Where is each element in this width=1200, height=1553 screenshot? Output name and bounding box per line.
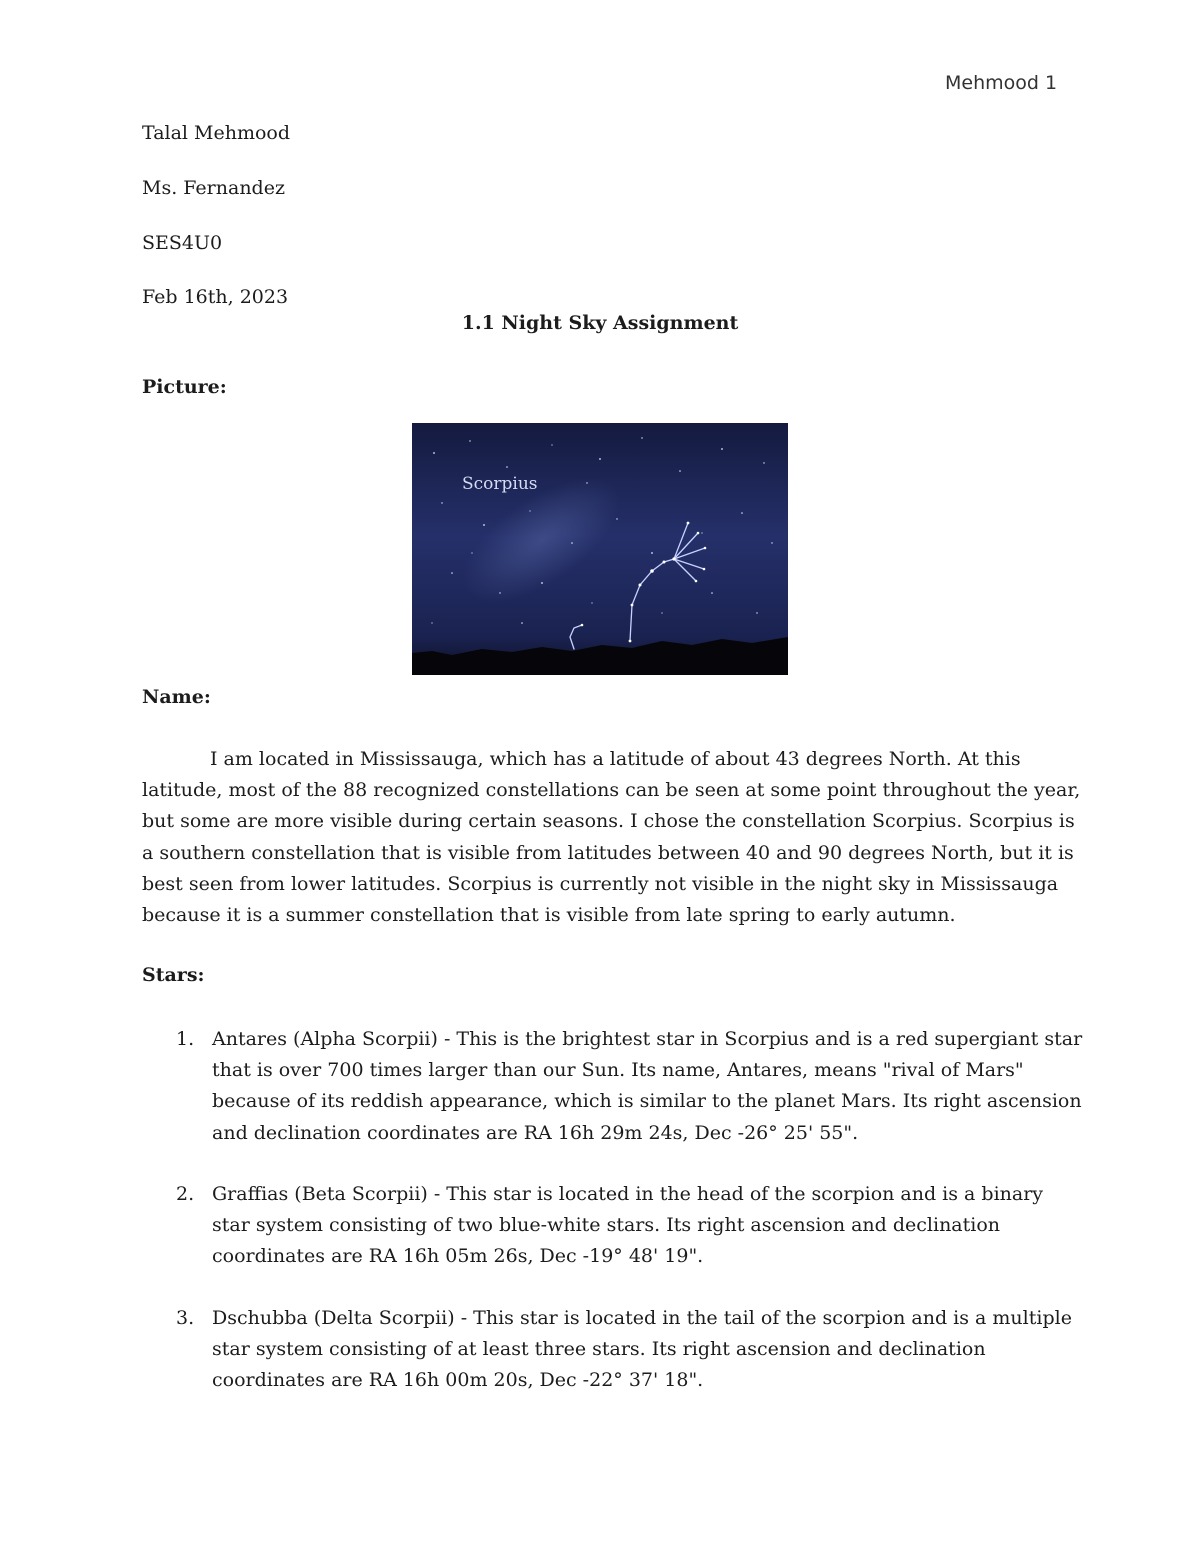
star-line: star system consisting of at least three stars. Its right ascension and declination [212,1338,986,1361]
constellation-caption: Scorpius [462,474,538,494]
star-line: coordinates are RA 16h 00m 20s, Dec -22° 37' 18". [212,1369,704,1392]
star-line: Dschubba (Delta Scorpii) - This star is located in the tail of the scorpion and is a multiple [212,1307,1072,1329]
paragraph-line: I am located in Mississauga, which has a latitude of about 43 degrees North. At this [210,748,1021,770]
student-name: Talal Mehmood [142,122,291,144]
scorpius-photo [412,423,788,675]
stars-section-label: Stars: [142,964,205,986]
teacher-name: Ms. Fernandez [142,177,285,199]
star-description [212,1024,1092,1149]
course-code: SES4U0 [142,232,223,254]
paragraph-line: but some are more visible during certain seasons. I chose the constellation Scorpius. Scorpius is [142,810,1075,833]
picture-section-label: Picture: [142,376,227,398]
star-description [212,1303,1092,1397]
list-number: 2. [176,1183,195,1205]
paragraph-line: because it is a summer constellation that is visible from late spring to early autumn. [142,904,956,927]
star-line: and declination coordinates are RA 16h 29m 24s, Dec -26° 25' 55". [212,1121,859,1144]
assignment-date: Feb 16th, 2023 [142,286,289,308]
paragraph-line: a southern constellation that is visible from latitudes between 40 and 90 degrees North, but it is [142,841,1074,864]
list-number: 3. [176,1307,195,1329]
star-line: that is over 700 times larger than our Sun. Its name, Antares, means "rival of Mars" [212,1059,1024,1082]
star-line: Antares (Alpha Scorpii) - This is the brightest star in Scorpius and is a red supergiant star [212,1028,1083,1050]
star-description [212,1179,1092,1273]
star-line: Graffias (Beta Scorpii) - This star is located in the head of the scorpion and is a binary [212,1183,1044,1205]
list-number: 1. [176,1028,195,1050]
document-title: 1.1 Night Sky Assignment [461,312,739,334]
star-line: star system consisting of two blue-white stars. Its right ascension and declination [212,1214,1001,1237]
star-line: because of its reddish appearance, which is similar to the planet Mars. Its right ascension [212,1090,1082,1113]
star-line: coordinates are RA 16h 05m 26s, Dec -19° 48' 19". [212,1245,704,1268]
name-paragraph [142,744,1081,931]
paragraph-line: latitude, most of the 88 recognized constellations can be seen at some point throughout the year, [142,779,1081,802]
paragraph-line: best seen from lower latitudes. Scorpius is currently not visible in the night sky in Mississauga [142,872,1059,895]
name-section-label: Name: [142,686,211,708]
running-head: Mehmood 1 [945,72,1058,94]
